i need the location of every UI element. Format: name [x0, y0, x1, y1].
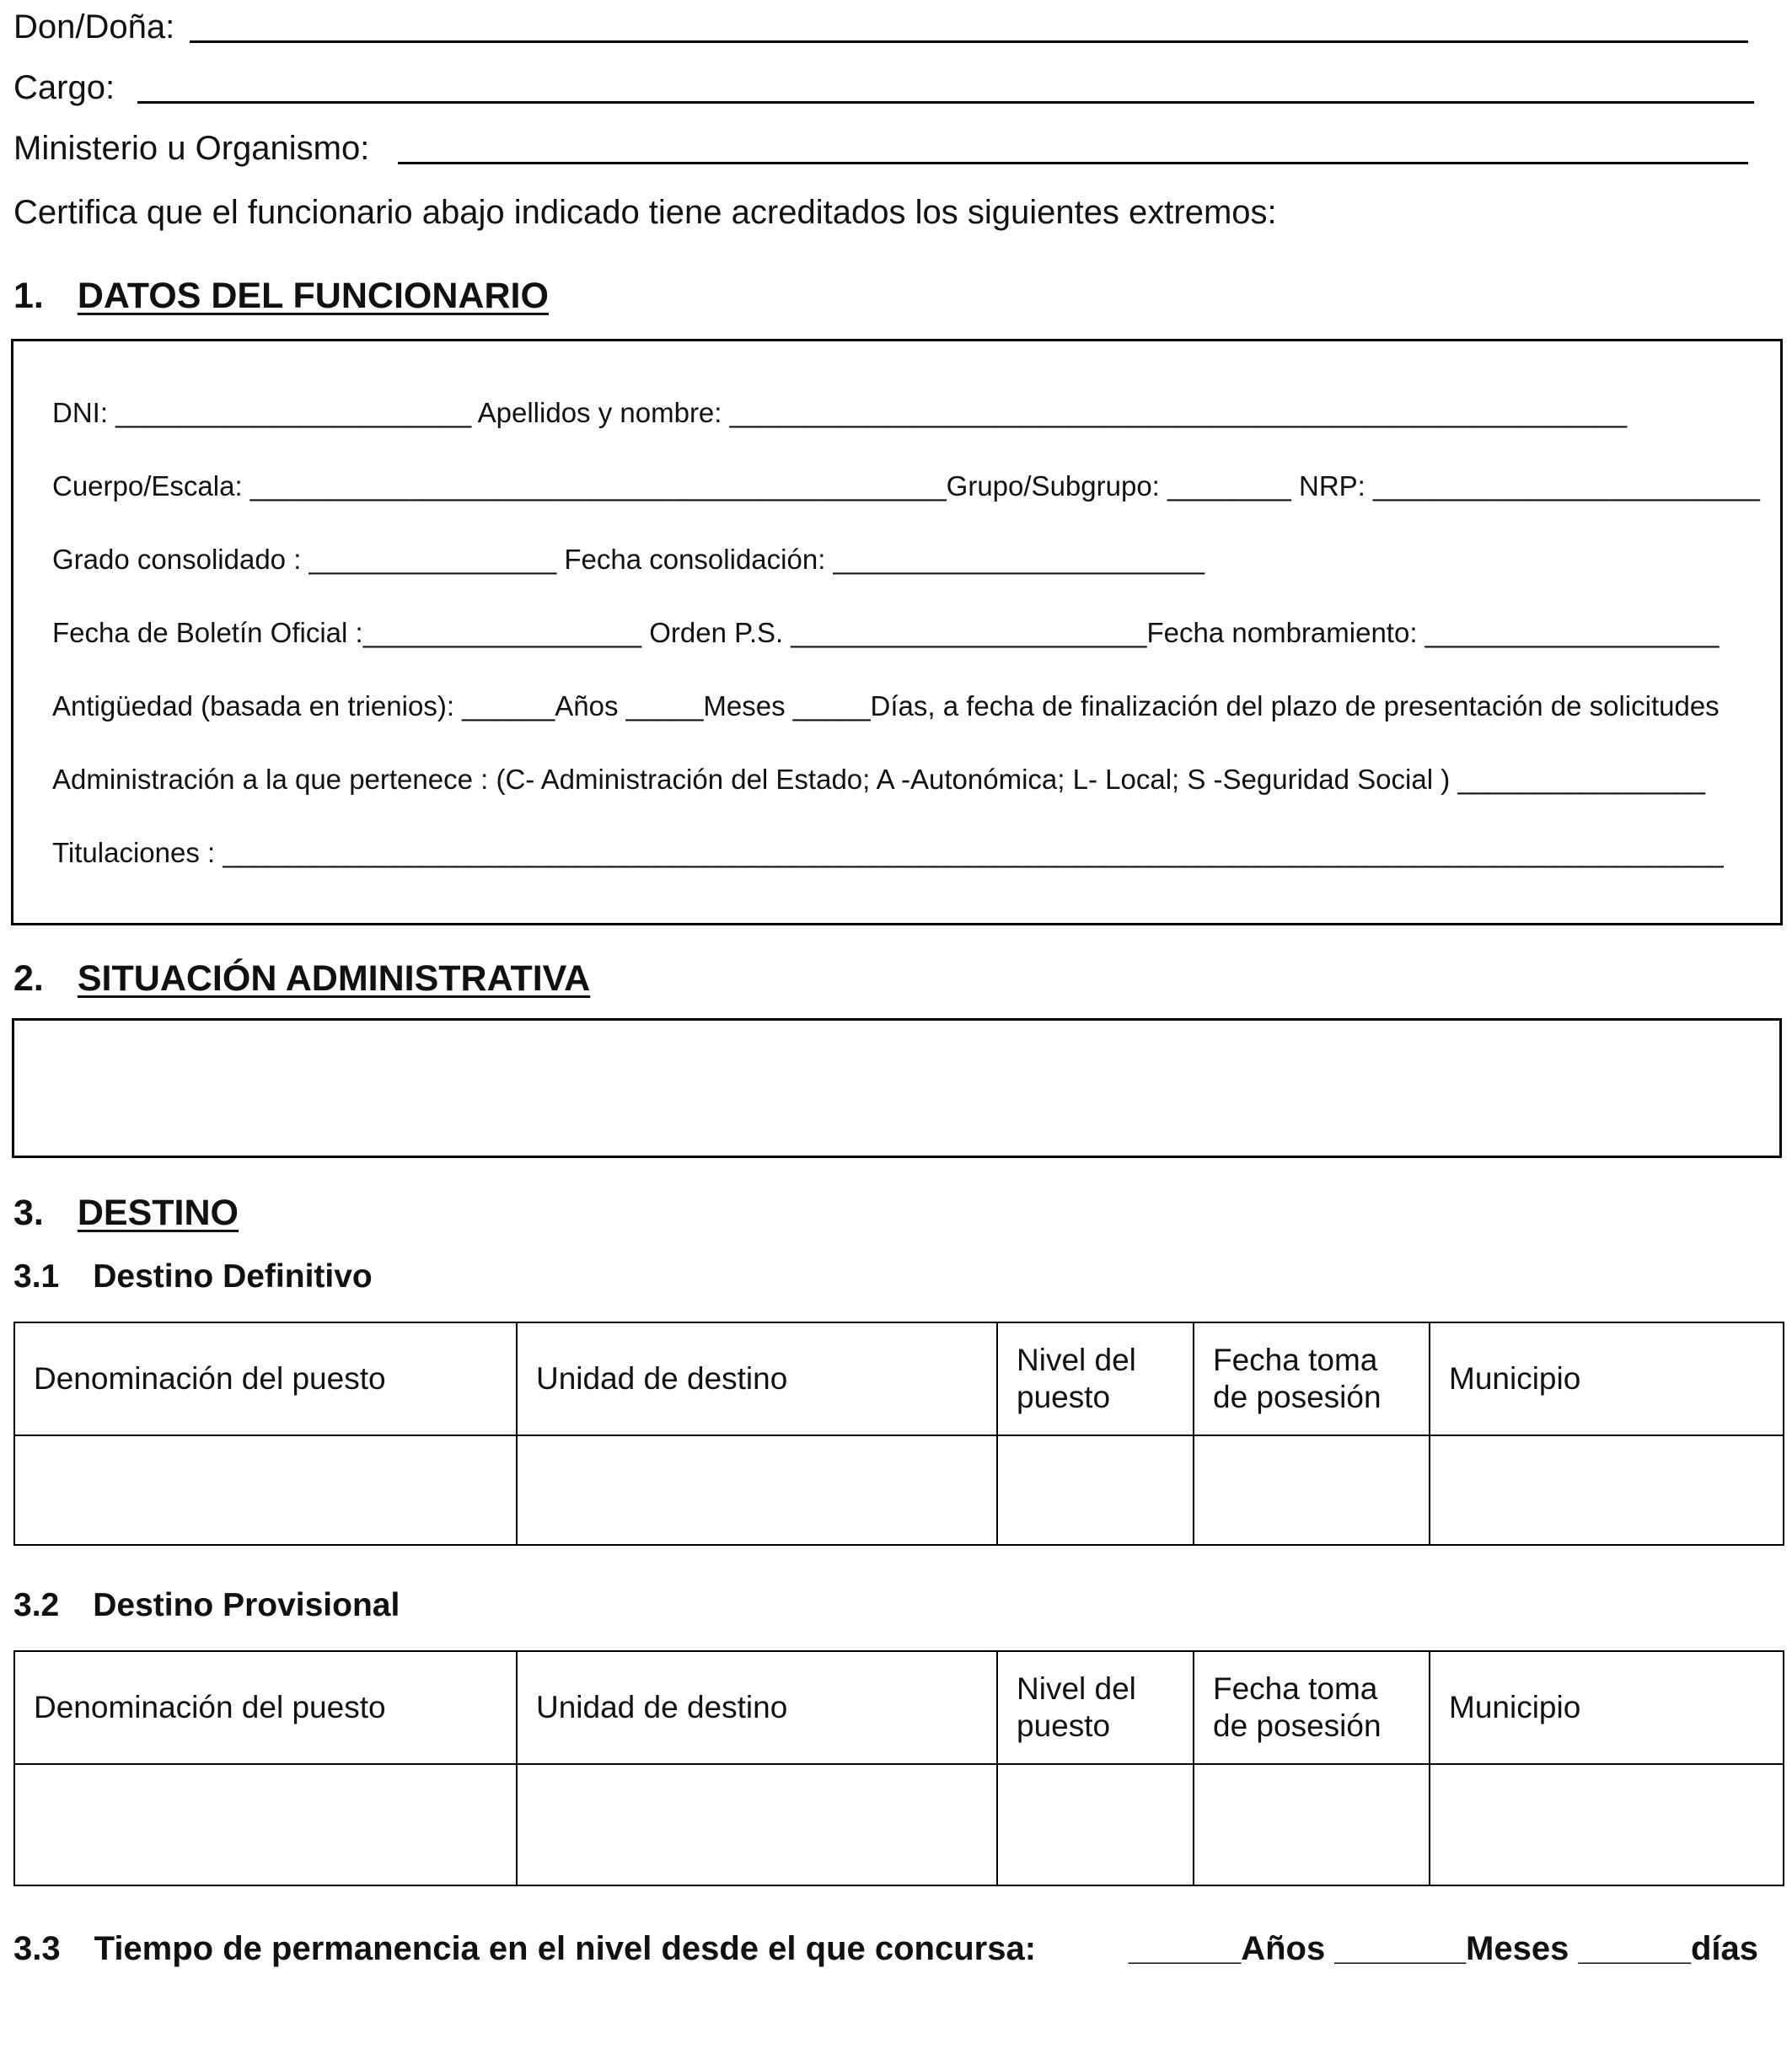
section-3-title: DESTINO — [77, 1193, 239, 1233]
subsection-3-3-heading — [13, 1930, 1036, 1967]
subsection-3-1-title: Destino Definitivo — [93, 1258, 373, 1295]
ministerio-label: Ministerio u Organismo: — [13, 130, 370, 167]
permanencia-dias[interactable]: ______días — [1578, 1930, 1758, 1967]
cuerpo-grupo-nrp-row[interactable]: Cuerpo/Escala: _____________________________________________Grupo/Subgrupo: ________ NRP: _________________________ — [52, 470, 1760, 501]
subsection-3-2-number: 3.2 — [13, 1587, 60, 1623]
column-header-municipio: Municipio — [1430, 1322, 1784, 1435]
permanencia-fields[interactable] — [1129, 1930, 1758, 1967]
section-2-number: 2. — [13, 958, 44, 999]
cell-municipio[interactable] — [1430, 1764, 1784, 1885]
section-1-heading — [13, 276, 549, 315]
column-header-denominacion: Denominación del puesto — [14, 1322, 517, 1435]
subsection-3-1-heading — [13, 1259, 373, 1295]
table-header-row — [14, 1651, 1784, 1764]
permanencia-meses[interactable]: _______Meses — [1334, 1930, 1569, 1967]
subsection-3-1-number: 3.1 — [13, 1258, 60, 1295]
column-header-nivel: Nivel del puesto — [997, 1322, 1194, 1435]
column-header-fecha: Fecha toma de posesión — [1194, 1322, 1430, 1435]
subsection-3-3-title: Tiempo de permanencia en el nivel desde el que concursa: — [94, 1930, 1037, 1967]
subsection-3-3-number: 3.3 — [13, 1930, 61, 1967]
cell-nivel[interactable] — [997, 1764, 1194, 1885]
section-1-title: DATOS DEL FUNCIONARIO — [77, 276, 549, 316]
section-1-number: 1. — [13, 276, 44, 316]
subsection-3-2-title: Destino Provisional — [93, 1587, 400, 1623]
section-2-title: SITUACIÓN ADMINISTRATIVA — [77, 958, 591, 999]
table-header-row — [14, 1322, 1784, 1435]
cell-fecha[interactable] — [1194, 1764, 1430, 1885]
antiguedad-row[interactable]: Antigüedad (basada en trienios): ______Años _____Meses _____Días, a fecha de finalización del plazo de presentación de solicitudes — [52, 690, 1720, 721]
column-header-municipio: Municipio — [1430, 1651, 1784, 1764]
dni-apellidos-row[interactable]: DNI: _______________________ Apellidos y nombre: __________________________________________________________ — [52, 397, 1628, 428]
table-row — [14, 1435, 1784, 1545]
cell-unidad[interactable] — [517, 1764, 997, 1885]
don-label: Don/Doña: — [13, 8, 175, 46]
situacion-administrativa-box[interactable] — [12, 1018, 1782, 1158]
column-header-unidad: Unidad de destino — [517, 1322, 997, 1435]
administracion-row[interactable]: Administración a la que pertenece : (C- Administración del Estado; A -Autonómica; L- Local; S -Seguridad Social ) ________________ — [52, 764, 1706, 795]
titulaciones-row[interactable]: Titulaciones : _________________________________________________________________________________________________ — [52, 837, 1724, 868]
certifica-text: Certifica que el funcionario abajo indicado tiene acreditados los siguientes extremos: — [13, 194, 1277, 231]
ministerio-field-line[interactable] — [398, 162, 1748, 164]
column-header-fecha: Fecha toma de posesión — [1194, 1651, 1430, 1764]
cell-denominacion[interactable] — [14, 1764, 517, 1885]
cell-municipio[interactable] — [1430, 1435, 1784, 1545]
table-row — [14, 1764, 1784, 1885]
destino-definitivo-table — [13, 1322, 1784, 1546]
column-header-denominacion: Denominación del puesto — [14, 1651, 517, 1764]
section-3-number: 3. — [13, 1193, 44, 1233]
cargo-field-line[interactable] — [137, 101, 1754, 104]
section-3-heading — [13, 1193, 239, 1232]
column-header-nivel: Nivel del puesto — [997, 1651, 1194, 1764]
grado-consolidado-row[interactable]: Grado consolidado : ________________ Fecha consolidación: ________________________ — [52, 544, 1205, 575]
subsection-3-2-heading — [13, 1588, 400, 1623]
destino-provisional-table — [13, 1650, 1784, 1886]
don-field-line[interactable] — [190, 40, 1748, 43]
funcionario-data-box — [11, 339, 1783, 925]
cell-fecha[interactable] — [1194, 1435, 1430, 1545]
permanencia-anos[interactable]: ______Años — [1128, 1930, 1326, 1967]
cargo-label: Cargo: — [13, 69, 115, 106]
cell-nivel[interactable] — [997, 1435, 1194, 1545]
cell-denominacion[interactable] — [14, 1435, 517, 1545]
cell-unidad[interactable] — [517, 1435, 997, 1545]
column-header-unidad: Unidad de destino — [517, 1651, 997, 1764]
boletin-orden-nombramiento-row[interactable]: Fecha de Boletín Oficial :__________________ Orden P.S. _______________________Fecha nombramiento: ___________________ — [52, 617, 1720, 648]
section-2-heading — [13, 959, 590, 998]
